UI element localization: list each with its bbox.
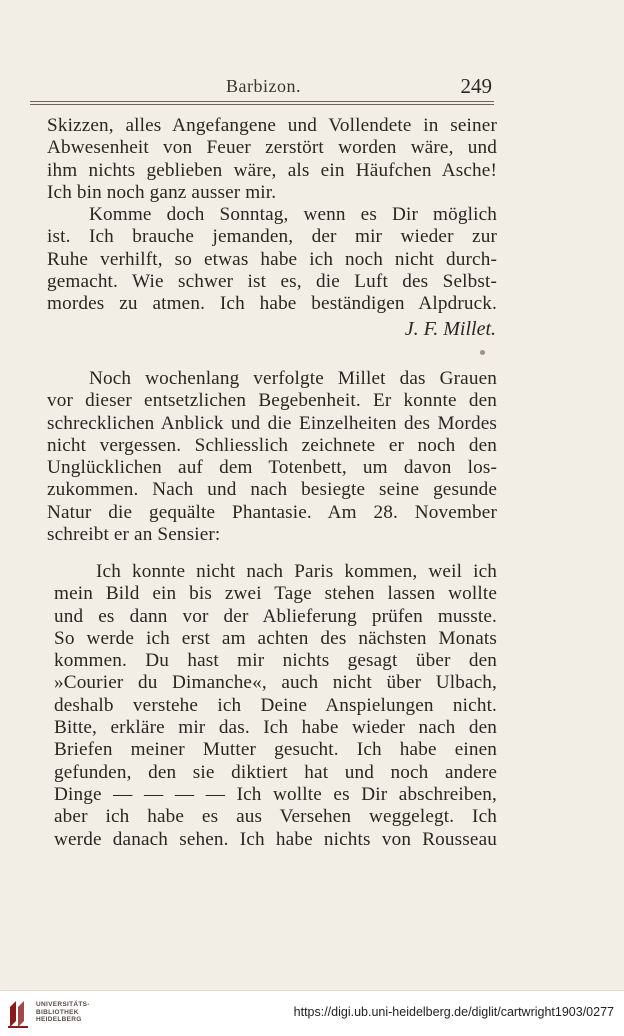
text-line: mein Bild ein bis zwei Tage stehen lassen wollte xyxy=(54,583,497,605)
narrative-paragraph xyxy=(47,368,497,546)
text-line: und es dann vor der Ablieferung prüfen musste. xyxy=(54,605,497,627)
header-rule-double xyxy=(30,104,494,105)
text-line: vor dieser entsetzlichen Begebenheit. Er konnte den xyxy=(47,390,497,412)
signature: J. F. Millet. xyxy=(404,318,496,340)
library-name-line: BIBLIOTHEK xyxy=(36,1008,79,1016)
letter-quote xyxy=(54,561,497,851)
text-line: kommen. Du hast mir nichts gesagt über den xyxy=(54,650,497,672)
text-line: zukommen. Nach und nach besiegte seine gesunde xyxy=(47,479,497,501)
viewer-footer xyxy=(0,990,624,1036)
text-line: Ich konnte nicht nach Paris kommen, weil ich xyxy=(96,561,497,582)
text-line: nicht vergessen. Schliesslich zeichnete er noch den xyxy=(47,434,497,456)
text-line: aber ich habe es aus Versehen weggelegt. Ich xyxy=(54,806,497,828)
library-name-line: HEIDELBERG xyxy=(36,1016,82,1023)
text-line: Ich bin noch ganz ausser mir. xyxy=(47,181,277,203)
text-line: Skizzen, alles Angefangene und Vollendete in seiner xyxy=(47,115,497,136)
text-line: Unglücklichen auf dem Totenbett, um davon los- xyxy=(47,457,497,479)
library-name-line: UNIVERSITÄTS- xyxy=(36,1001,90,1008)
text-line: ist. Ich brauche jemanden, der mir wieder zur xyxy=(47,226,497,248)
text-line: schreibt er an Sensier: xyxy=(47,524,221,546)
text-line: »Courier du Dimanche«, auch nicht über Ulbach, xyxy=(54,672,497,694)
ornament-dot xyxy=(480,350,485,355)
text-line: Briefen meiner Mutter gesucht. Ich habe einen xyxy=(54,739,497,761)
text-line: Ruhe verhilft, so etwas habe ich noch nicht durch- xyxy=(47,248,497,270)
text-line: mordes zu atmen. Ich habe beständigen Alpdruck. xyxy=(47,293,497,315)
text-line: Natur die gequälte Phantasie. Am 28. November xyxy=(47,501,497,523)
page-number: 249 xyxy=(460,74,492,98)
text-line: So werde ich erst am achten des nächsten Monats xyxy=(54,627,497,649)
text-line: ihm nichts geblieben wäre, als ein Häufchen Asche! xyxy=(47,159,497,181)
library-name xyxy=(36,1001,90,1024)
page-header xyxy=(30,76,492,100)
text-line: Abwesenheit von Feuer zerstört worden wäre, und xyxy=(47,137,497,159)
header-rule xyxy=(30,101,494,102)
letter-excerpt xyxy=(47,115,497,316)
text-line: werde danach sehen. Ich habe nichts von Rousseau xyxy=(54,828,497,850)
text-line: gemacht. Wie schwer ist es, die Luft des Selbst- xyxy=(47,271,497,293)
text-line: Bitte, erkläre mir das. Ich habe wieder nach den xyxy=(54,717,497,739)
text-line: deshalb verstehe ich Deine Anspielungen nicht. xyxy=(54,694,497,716)
text-line: gefunden, den sie diktiert hat und noch andere xyxy=(54,761,497,783)
library-logo-icon[interactable] xyxy=(6,999,30,1029)
text-line: Noch wochenlang verfolgte Millet das Grauen xyxy=(89,368,497,389)
text-line: Dinge — — — — Ich wollte es Dir abschreiben, xyxy=(54,783,497,805)
running-title: Barbizon. xyxy=(226,76,301,96)
text-line: Komme doch Sonntag, wenn es Dir möglich xyxy=(89,204,497,226)
permalink-url[interactable]: https://digi.ub.uni-heidelberg.de/diglit/cartwright1903/0277 xyxy=(293,1005,614,1019)
text-line: schrecklichen Anblick und die Einzelheiten des Mordes xyxy=(47,412,497,434)
